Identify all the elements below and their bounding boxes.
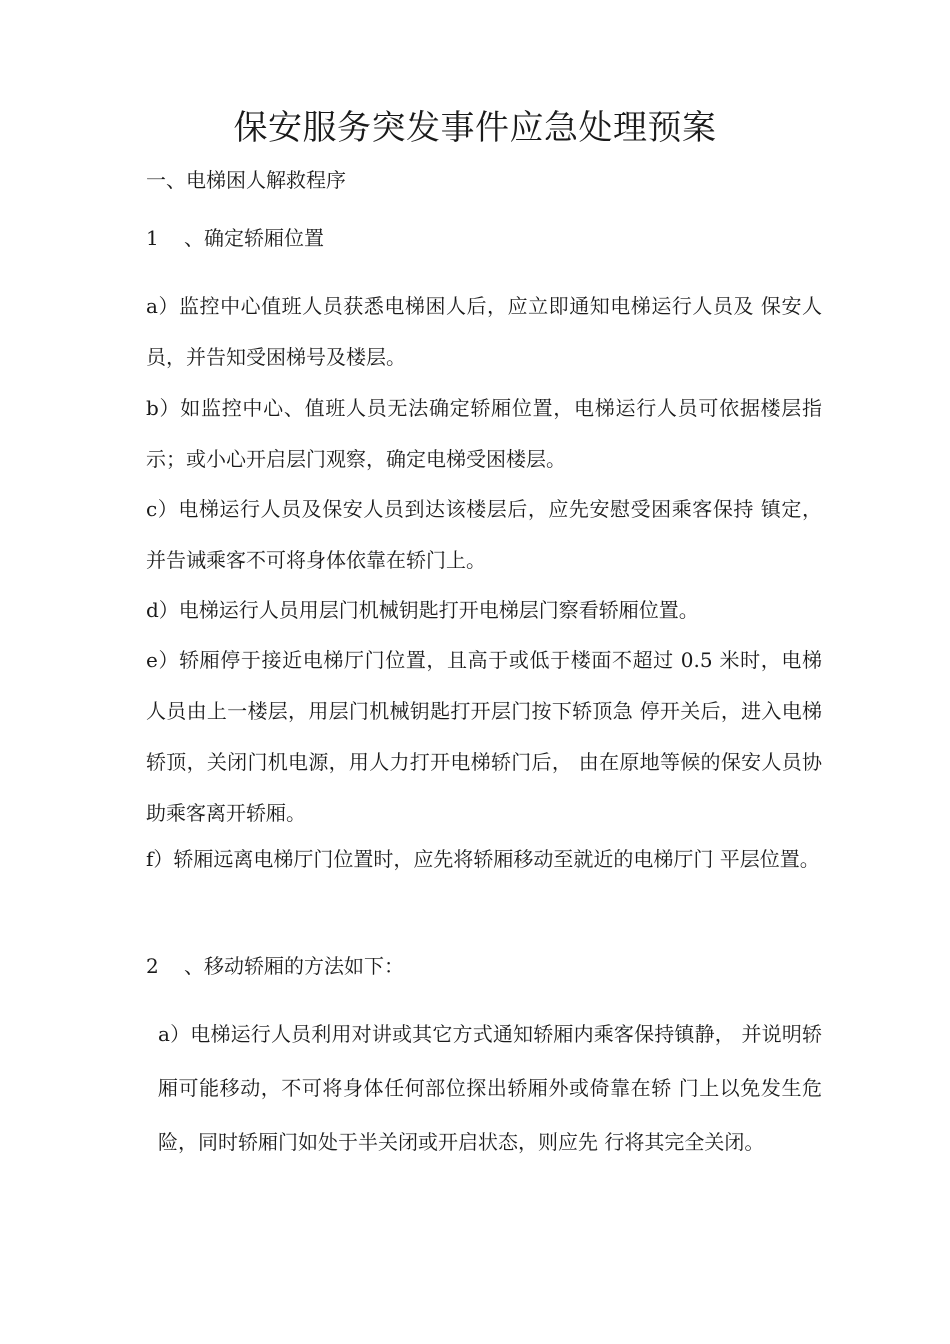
subsection-heading-2 <box>146 952 822 980</box>
paragraph-item-a: a）监控中心值班人员获悉电梯困人后，应立即通知电梯运行人员及 保安人员，并告知受困梯号及楼层。 <box>146 294 822 369</box>
paragraph-item-e: e）轿厢停于接近电梯厅门位置，且高于或低于楼面不超过 0.5 米时，电梯人员由上一楼层，用层门机械钥匙打开层门按下轿顶急 停开关后，进入电梯轿顶，关闭门机电源，用人力打开电梯轿门后， 由在原地等候的保安人员协助乘客离开轿厢。 <box>146 648 822 825</box>
subsection-text: 、确定轿厢位置 <box>184 226 324 250</box>
paragraph-item-c: c）电梯运行人员及保安人员到达该楼层后，应先安慰受困乘客保持 镇定，并告诫乘客不可将身体依靠在轿门上。 <box>146 497 822 572</box>
paragraph-item-b: b）如监控中心、值班人员无法确定轿厢位置，电梯运行人员可依据楼层指示；或小心开启层门观察，确定电梯受困楼层。 <box>146 396 822 471</box>
paragraph-item-d: d）电梯运行人员用层门机械钥匙打开电梯层门察看轿厢位置。 <box>146 598 699 622</box>
paragraph-item-f: f）轿厢远离电梯厅门位置时，应先将轿厢移动至就近的电梯厅门 平层位置。 <box>146 847 820 871</box>
paragraph-move-item-a: a）电梯运行人员利用对讲或其它方式通知轿厢内乘客保持镇静， 并说明轿厢可能移动，不可将身体任何部位探出轿厢外或倚靠在轿 门上以免发生危险，同时轿厢门如处于半关闭或开启状态，则应先 行将其完全关闭。 <box>158 1022 822 1154</box>
subsection-number: 1 <box>146 226 159 250</box>
section-heading: 一、电梯困人解救程序 <box>146 168 346 192</box>
subsection-heading-1 <box>146 224 822 252</box>
subsection-text: 、移动轿厢的方法如下： <box>184 954 404 978</box>
subsection-number: 2 <box>146 954 159 978</box>
document-title: 保安服务突发事件应急处理预案 <box>233 108 717 148</box>
